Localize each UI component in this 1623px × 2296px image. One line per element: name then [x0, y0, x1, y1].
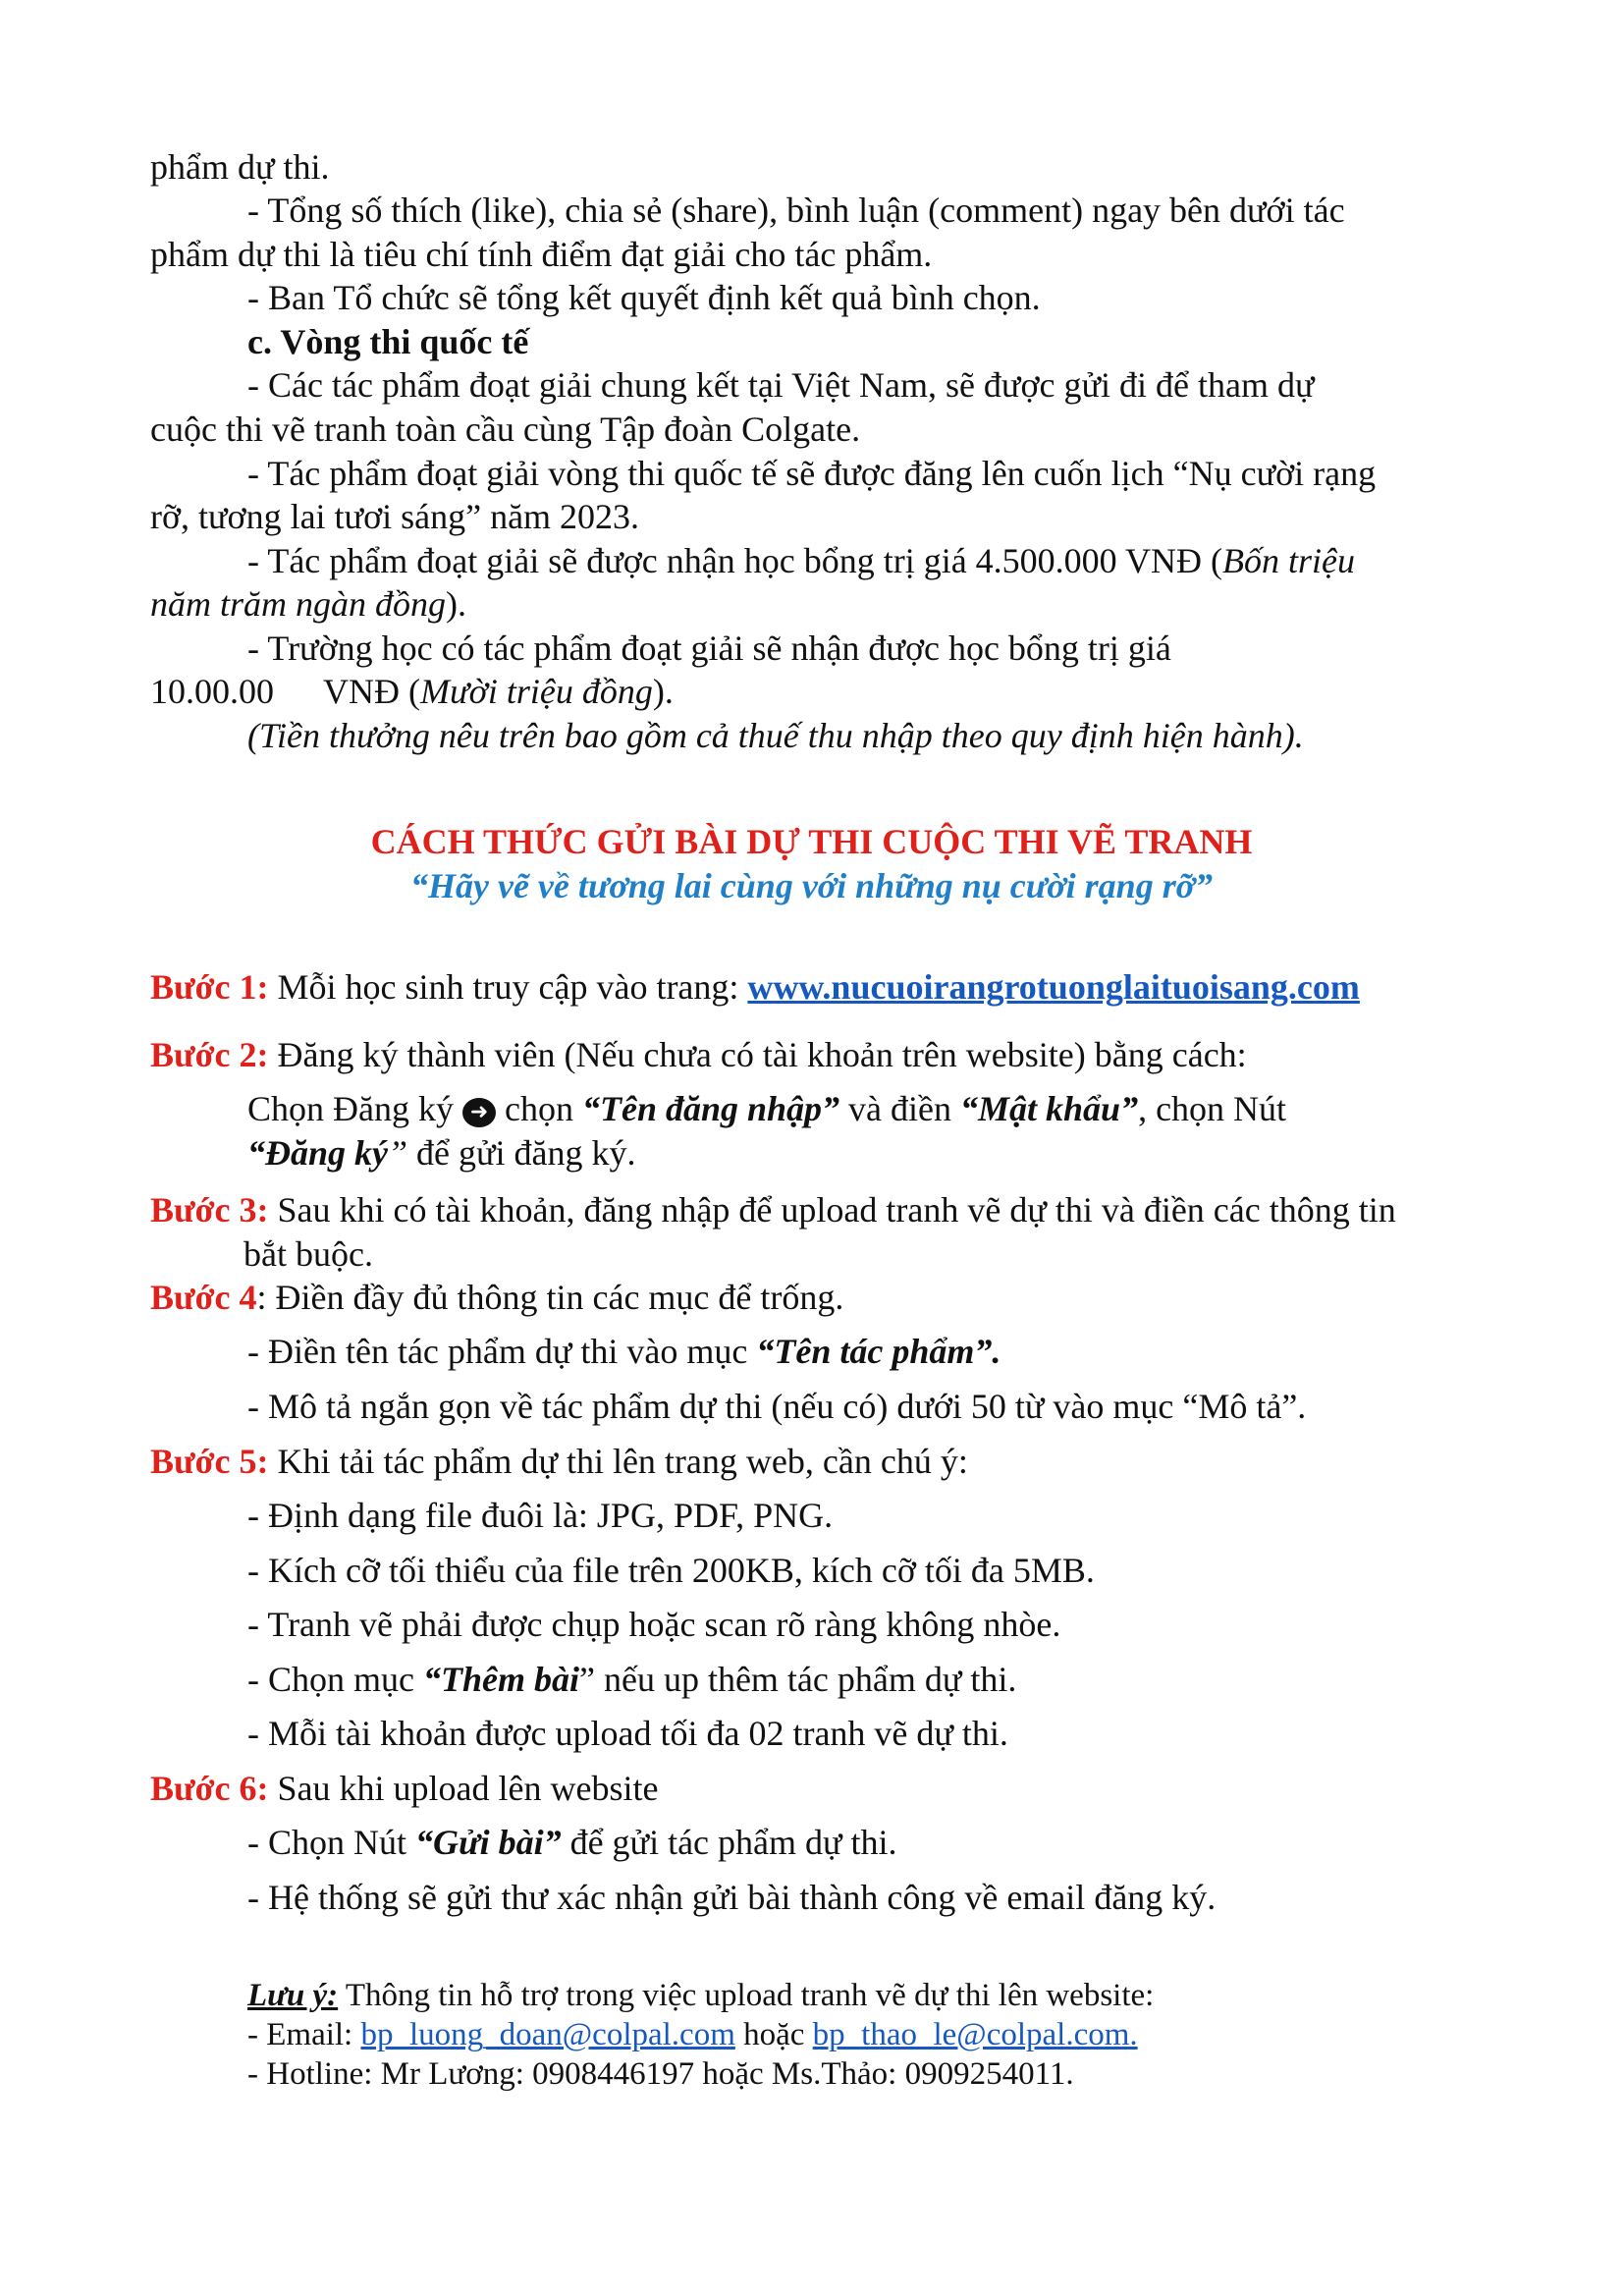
section-heading: c. Vòng thi quốc tế — [247, 322, 529, 361]
text-span: - Chọn mục — [247, 1660, 423, 1699]
text-line: - Ban Tổ chức sẽ tổng kết quyết định kết quả bình chọn. — [247, 278, 1041, 317]
text-span: “Gửi bài” — [415, 1823, 562, 1862]
text-line: - Kích cỡ tối thiểu của file trên 200KB, kích cỡ tối đa 5MB. — [247, 1551, 1095, 1590]
text-span: ” nếu up thêm tác phẩm dự thi. — [578, 1660, 1017, 1699]
text-span: Đăng ký thành viên (Nếu chưa có tài khoản trên website) bằng cách: — [268, 1035, 1247, 1074]
text-span: Thông tin hỗ trợ trong việc upload tranh vẽ dự thi lên website: — [338, 1978, 1155, 2013]
step-6 — [150, 1767, 658, 1810]
step-label: Bước 5: — [150, 1442, 269, 1481]
text-line: phẩm dự thi. — [150, 147, 330, 187]
text-span: “Thêm bài — [422, 1660, 579, 1699]
text-line — [247, 1821, 897, 1864]
text-line — [247, 1330, 1001, 1373]
text-span: năm trăm ngàn đồng — [150, 584, 447, 624]
text-line: - Trường học có tác phẩm đoạt giải sẽ nhận được học bổng trị giá — [247, 629, 1171, 668]
note-label: Lưu ý: — [247, 1978, 339, 2013]
text-span: Mười triệu đồng — [419, 672, 653, 711]
text-line — [247, 1087, 1286, 1130]
text-line — [247, 1658, 1016, 1701]
step-4 — [150, 1276, 843, 1319]
text-span: và điền — [839, 1089, 961, 1128]
text-span: - Chọn Nút — [247, 1823, 415, 1862]
text-line — [247, 1131, 636, 1175]
text-span: ). — [446, 584, 467, 624]
email-line — [247, 2013, 1138, 2056]
text-span: để gửi đăng ký. — [407, 1133, 636, 1173]
text-span: Sau khi có tài khoản, đăng nhập để upload tranh vẽ dự thi và điền các thông tin — [268, 1190, 1396, 1230]
text-span: “Đăng ký — [247, 1133, 388, 1173]
text-line — [247, 539, 1355, 582]
hotline-line: - Hotline: Mr Lương: 0908446197 hoặc Ms.Thảo: 0909254011. — [247, 2056, 1074, 2092]
text-span: “Tên tác phẩm”. — [756, 1332, 1001, 1371]
step-label: Bước 6: — [150, 1769, 269, 1808]
text-span: “Mật khẩu” — [960, 1089, 1139, 1128]
text-span: Mỗi học sinh truy cập vào trang: — [268, 967, 748, 1007]
text-line: - Hệ thống sẽ gửi thư xác nhận gửi bài thành công về email đăng ký. — [247, 1878, 1217, 1917]
text-span: 10.00.00 — [150, 672, 274, 711]
step-label: Bước 2: — [150, 1035, 269, 1074]
text-span: ” — [388, 1133, 408, 1173]
text-line: - Tổng số thích (like), chia sẻ (share), bình luận (comment) ngay bên dưới tác — [247, 191, 1345, 230]
text-span: Chọn Đăng ký — [247, 1089, 462, 1128]
text-span: hoặc — [734, 2017, 813, 2052]
text-line: - Các tác phẩm đoạt giải chung kết tại Việt Nam, sẽ được gửi đi để tham dự — [247, 365, 1315, 405]
step-label: Bước 4 — [150, 1278, 257, 1317]
page-subtitle: “Hãy vẽ về tương lai cùng với những nụ cười rạng rỡ” — [409, 866, 1214, 905]
text-span: - Điền tên tác phẩm dự thi vào mục — [247, 1332, 757, 1371]
text-line: cuộc thi vẽ tranh toàn cầu cùng Tập đoàn Colgate. — [150, 410, 861, 449]
text-line: bắt buộc. — [243, 1234, 373, 1274]
step-label: Bước 1: — [150, 967, 269, 1007]
text-span: - Tác phẩm đoạt giải sẽ được nhận học bổng trị giá 4.500.000 VNĐ ( — [247, 541, 1223, 580]
text-line: - Mô tả ngắn gọn về tác phẩm dự thi (nếu có) dưới 50 từ vào mục “Mô tả”. — [247, 1387, 1307, 1426]
text-span: Khi tải tác phẩm dự thi lên trang web, cần chú ý: — [268, 1442, 968, 1481]
text-line: phẩm dự thi là tiêu chí tính điểm đạt giải cho tác phẩm. — [150, 235, 933, 274]
text-span: - Email: — [247, 2017, 361, 2052]
text-span: Sau khi upload lên website — [268, 1769, 659, 1808]
text-span: , chọn Nút — [1138, 1089, 1287, 1128]
text-line: - Tranh vẽ phải được chụp hoặc scan rõ ràng không nhòe. — [247, 1605, 1061, 1644]
email-link[interactable]: bp_thao_le@colpal.com. — [812, 2017, 1138, 2052]
text-span: “Tên đăng nhập” — [581, 1089, 840, 1128]
text-line: - Tác phẩm đoạt giải vòng thi quốc tế sẽ được đăng lên cuốn lịch “Nụ cười rạng — [247, 454, 1377, 493]
text-span: để gửi tác phẩm dự thi. — [561, 1823, 897, 1862]
page-title: CÁCH THỨC GỬI BÀI DỰ THI CUỘC THI VẼ TRANH — [370, 822, 1253, 861]
step-1 — [150, 965, 1360, 1009]
text-span: : Điền đầy đủ thông tin các mục để trống. — [256, 1278, 844, 1317]
step-2 — [150, 1033, 1247, 1076]
step-5 — [150, 1440, 968, 1483]
step-label: Bước 3: — [150, 1190, 269, 1230]
text-line: rỡ, tương lai tươi sáng” năm 2023. — [150, 497, 640, 536]
note-line — [247, 1974, 1154, 2017]
text-span: VNĐ ( — [323, 672, 420, 711]
text-span: ). — [652, 672, 674, 711]
text-line: - Mỗi tài khoản được upload tối đa 02 tranh vẽ dự thi. — [247, 1714, 1008, 1753]
text-span: chọn — [496, 1089, 582, 1128]
text-line — [150, 670, 674, 713]
website-link[interactable]: www.nucuoirangrotuonglaituoisang.com — [747, 967, 1360, 1007]
text-line — [150, 582, 466, 626]
email-link[interactable]: bp_luong_doan@colpal.com — [360, 2017, 735, 2052]
text-line: - Định dạng file đuôi là: JPG, PDF, PNG. — [247, 1496, 834, 1535]
arrow-right-icon: ➜ — [462, 1098, 496, 1127]
step-3 — [150, 1188, 1396, 1231]
text-line: (Tiền thưởng nêu trên bao gồm cả thuế thu nhập theo quy định hiện hành). — [247, 716, 1304, 755]
text-span: Bốn triệu — [1222, 541, 1355, 580]
